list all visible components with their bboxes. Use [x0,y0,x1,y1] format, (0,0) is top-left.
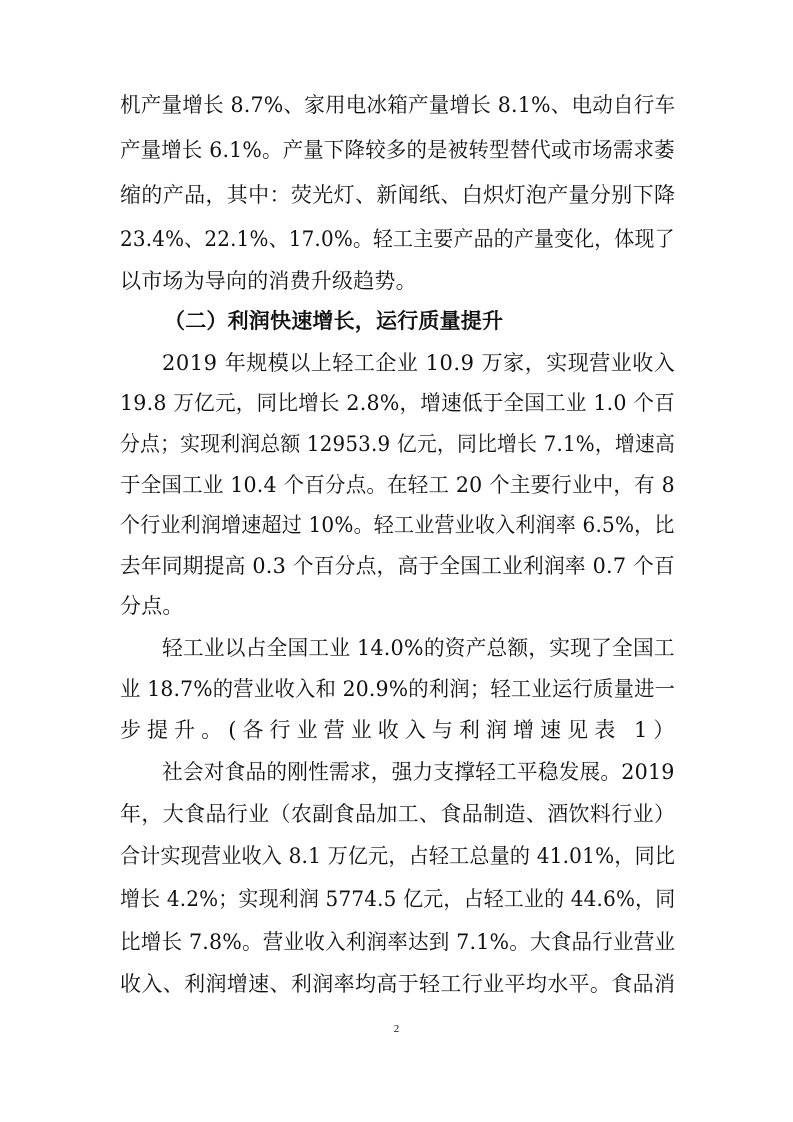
paragraph-line: 19.8 万亿元，同比增长 2.8%，增速低于全国工业 1.0 个百 [120,391,676,415]
section-heading: （二）利润快速增长，运行质量提升 [164,309,504,333]
paragraph-line: 机产量增长 8.7%、家用电冰箱产量增长 8.1%、电动自行车 [120,93,676,117]
paragraph-line: 分点；实现利润总额 12953.9 亿元，同比增长 7.1%，增速高 [120,432,676,456]
paragraph-line: 去年同期提高 0.3 个百分点，高于全国工业利润率 0.7 个百 [120,554,675,578]
paragraph-line: 2019 年规模以上轻工企业 10.9 万家，实现营业收入 [162,351,676,375]
paragraph-line: 年，大食品行业（农副食品加工、食品制造、酒饮料行业） [120,802,676,826]
paragraph-line: 产量增长 6.1%。产量下降较多的是被转型替代或市场需求萎 [120,138,675,162]
paragraph-line: 增长 4.2%；实现利润 5774.5 亿元，占轻工业的 44.6%，同 [120,887,676,911]
paragraph-line: 分点。 [120,594,184,618]
paragraph-line: 社会对食品的刚性需求，强力支撑轻工平稳发展。2019 [162,760,675,784]
paragraph-line: 以市场为导向的消费升级趋势。 [120,269,417,293]
page-number: 2 [393,1023,400,1035]
paragraph-line: 收入、利润增速、利润率均高于轻工行业平均水平。食品消 [120,972,676,996]
paragraph-line: 比增长 7.8%。营业收入利润率达到 7.1%。大食品行业营业 [120,930,676,954]
paragraph-line: 业 18.7%的营业收入和 20.9%的利润；轻工业运行质量进一 [120,677,676,701]
paragraph-line: 23.4%、22.1%、17.0%。轻工主要产品的产量变化，体现了 [120,227,675,251]
paragraph-line: 个行业利润增速超过 10%。轻工业营业收入利润率 6.5%，比 [120,513,675,537]
paragraph-line: 于全国工业 10.4 个百分点。在轻工 20 个主要行业中，有 8 [120,473,675,497]
paragraph-line: 步提升。(各行业营业收入与利润增速见表 1） [120,718,681,742]
paragraph-line: 合计实现营业收入 8.1 万亿元，占轻工总量的 41.01%，同比 [120,844,676,868]
paragraph-line: 轻工业以占全国工业 14.0%的资产总额，实现了全国工 [162,636,675,660]
paragraph-line: 缩的产品，其中：荧光灯、新闻纸、白炽灯泡产量分别下降 [120,183,676,207]
